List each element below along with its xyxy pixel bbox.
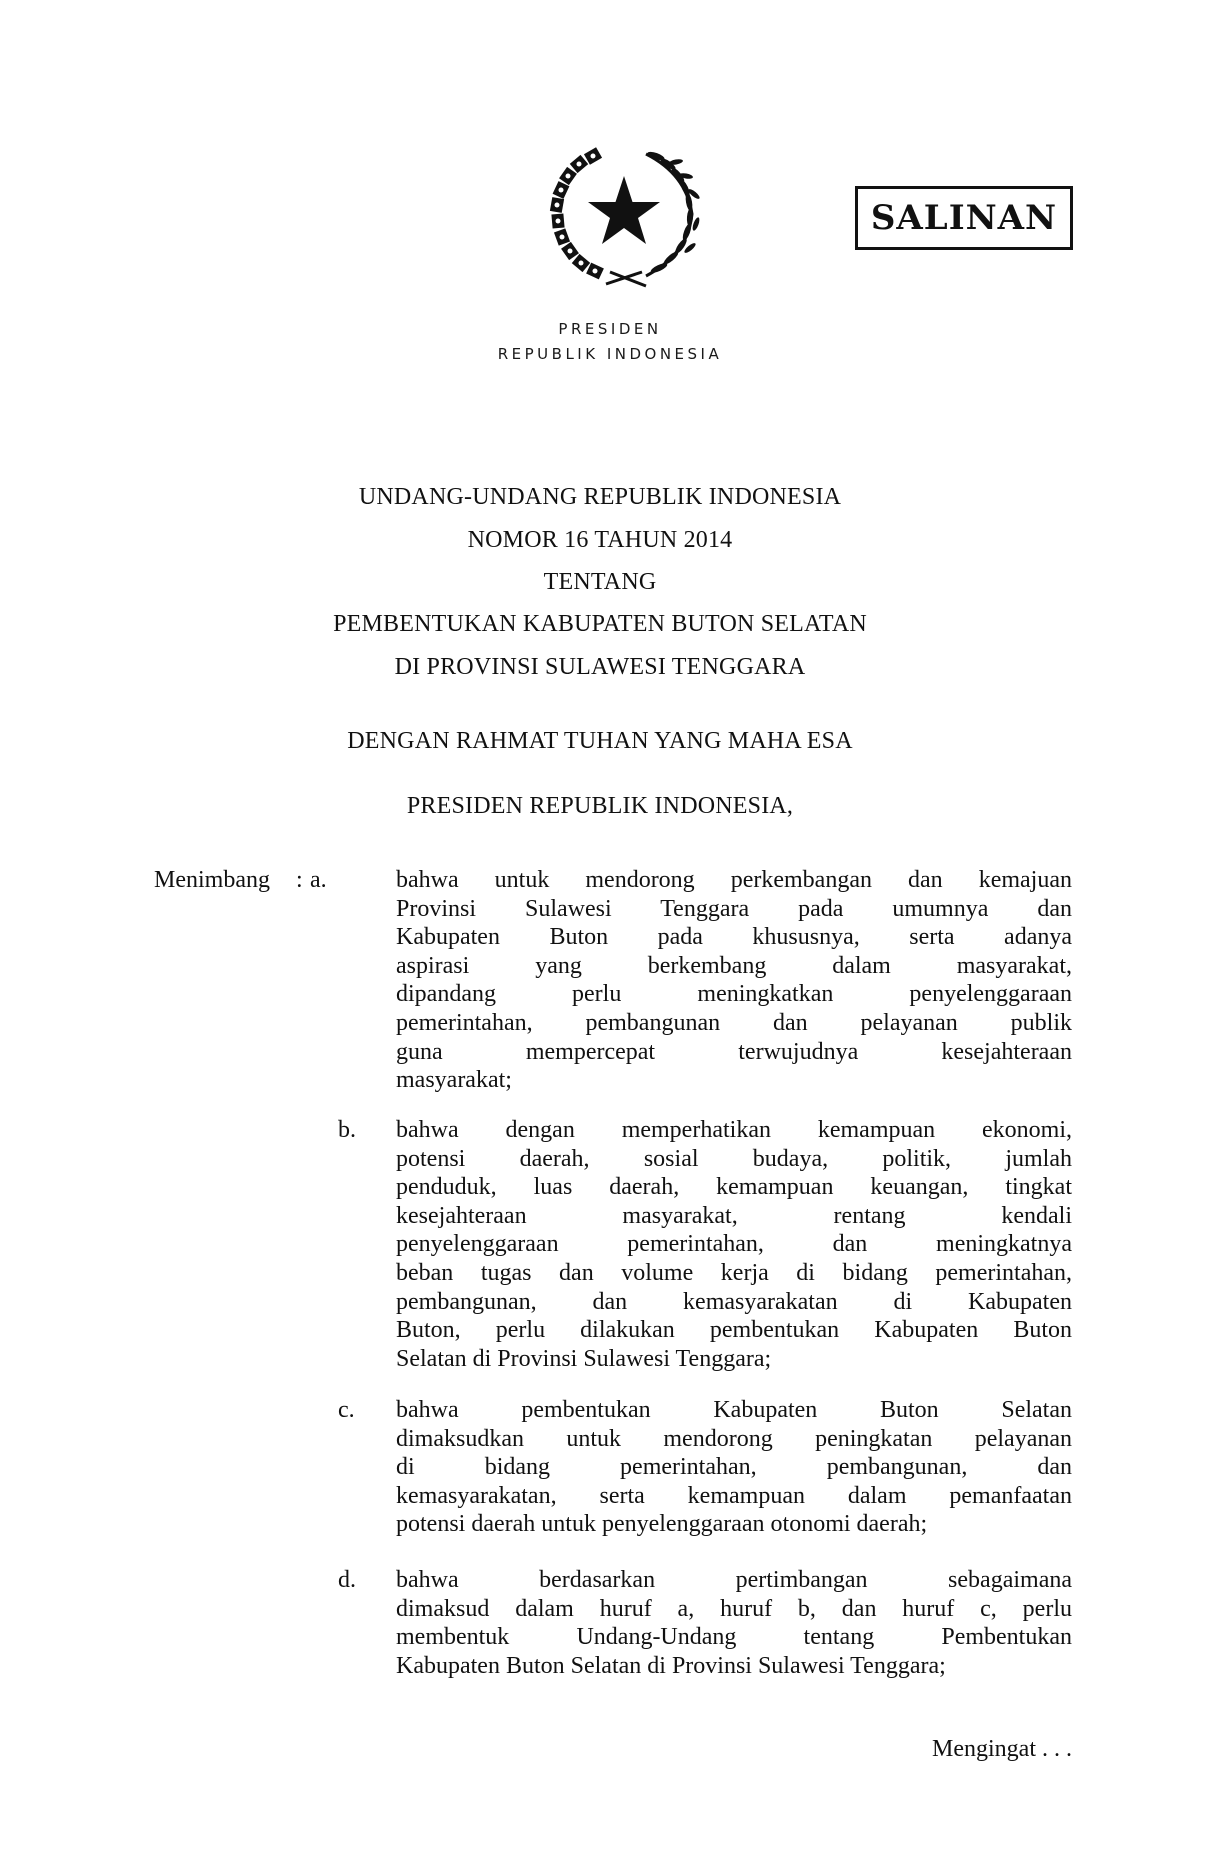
consideration-item-c (396, 1396, 1072, 1539)
item-marker-a: a. (310, 867, 327, 893)
flower-wreath (550, 147, 604, 279)
text-line: dimaksud dalam huruf a, huruf b, dan huruf c, perlu (396, 1595, 1072, 1622)
item-marker-b: b. (338, 1117, 356, 1143)
text-line: aspirasi yang berkembang dalam masyarakat, (396, 952, 1072, 979)
text-line: kemasyarakatan, serta kemampuan dalam pemanfaatan (396, 1482, 1072, 1509)
text-line: bahwa pembentukan Kabupaten Buton Selatan (396, 1397, 1072, 1423)
text-line: Kabupaten Buton Selatan di Provinsi Sulawesi Tenggara; (396, 1652, 946, 1679)
invocation-line: DENGAN RAHMAT TUHAN YANG MAHA ESA (347, 728, 853, 754)
title-line-province: DI PROVINSI SULAWESI TENGGARA (394, 654, 806, 680)
text-line: beban tugas dan volume kerja di bidang pemerintahan, (396, 1259, 1072, 1286)
consideration-item-a (396, 866, 1072, 1095)
salinan-stamp (855, 186, 1073, 250)
title-line-nomor: NOMOR 16 TAHUN 2014 (467, 527, 733, 553)
text-line: kesejahteraan masyarakat, rentang kendali (396, 1202, 1072, 1229)
text-line: masyarakat; (396, 1067, 512, 1094)
text-line: pemerintahan, pembangunan dan pelayanan publik (396, 1009, 1072, 1036)
text-line: dimaksudkan untuk mendorong peningkatan pelayanan (396, 1425, 1072, 1452)
text-line: bahwa berdasarkan pertimbangan sebagaimana (396, 1567, 1072, 1593)
text-line: di bidang pemerintahan, pembangunan, dan (396, 1454, 1072, 1481)
emblem-caption-republik: REPUBLIK INDONESIA (497, 345, 723, 363)
text-line: Kabupaten Buton pada khususnya, serta adanya (396, 924, 1072, 951)
text-line: pembangunan, dan kemasyarakatan di Kabupaten (396, 1288, 1072, 1315)
salinan-label: SALINAN (870, 198, 1058, 238)
text-line: Provinsi Sulawesi Tenggara pada umumnya dan (396, 895, 1072, 922)
item-marker-c: c. (338, 1397, 355, 1423)
menimbang-label: Menimbang (154, 867, 270, 893)
text-line: Selatan di Provinsi Sulawesi Tenggara; (396, 1345, 772, 1372)
authority-line: PRESIDEN REPUBLIK INDONESIA, (406, 793, 794, 819)
text-line: potensi daerah, sosial budaya, politik, jumlah (396, 1145, 1072, 1172)
text-line: dipandang perlu meningkatkan penyelenggaraan (396, 981, 1072, 1008)
presidential-emblem-icon (546, 144, 702, 294)
title-line-tentang: TENTANG (543, 569, 657, 595)
item-marker-d: d. (338, 1567, 356, 1593)
text-line: membentuk Undang-Undang tentang Pembentukan (396, 1624, 1072, 1651)
text-line: penyelenggaraan pemerintahan, dan meningkatnya (396, 1231, 1072, 1258)
title-line-subject: PEMBENTUKAN KABUPATEN BUTON SELATAN (333, 611, 867, 637)
consideration-item-d (396, 1566, 1072, 1680)
menimbang-colon: : (296, 867, 303, 893)
text-line: bahwa dengan memperhatikan kemampuan ekonomi, (396, 1117, 1072, 1143)
text-line: potensi daerah untuk penyelenggaraan otonomi daerah; (396, 1511, 928, 1538)
text-line: Buton, perlu dilakukan pembentukan Kabupaten Buton (396, 1317, 1072, 1344)
emblem-caption-presiden: PRESIDEN (558, 320, 662, 338)
text-line: penduduk, luas daerah, kemampuan keuangan, tingkat (396, 1174, 1072, 1201)
text-line: bahwa untuk mendorong perkembangan dan kemajuan (396, 867, 1072, 893)
text-line: guna mempercepat terwujudnya kesejahteraan (396, 1038, 1072, 1065)
page-continuation-mengingat: Mengingat . . . (932, 1736, 1072, 1762)
consideration-item-b (396, 1116, 1072, 1373)
title-line-undang-undang: UNDANG-UNDANG REPUBLIK INDONESIA (358, 484, 842, 510)
